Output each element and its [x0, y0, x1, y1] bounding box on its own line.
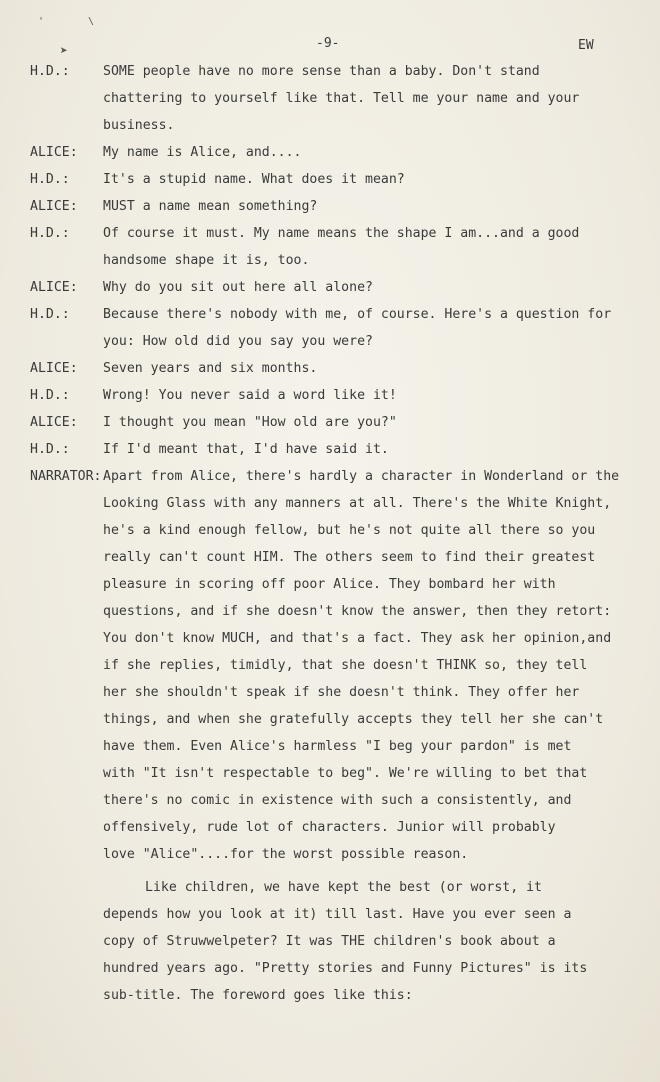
speaker-label: ALICE:: [30, 145, 78, 160]
arrow-icon: ➤: [60, 44, 68, 59]
script-line: [30, 359, 640, 386]
script-line: [30, 224, 640, 251]
script-line: [30, 548, 640, 575]
dialogue-text: handsome shape it is, too.: [103, 253, 310, 268]
dialogue-text: It's a stupid name. What does it mean?: [103, 172, 405, 187]
dialogue-text: Because there's nobody with me, of course. Here's a question for: [103, 307, 612, 322]
paragraph-line: [30, 959, 640, 986]
script-line: [30, 278, 640, 305]
paragraph-line: [30, 932, 640, 959]
script-line: [30, 386, 640, 413]
script-line: [30, 413, 640, 440]
dialogue-text: he's a kind enough fellow, but he's not quite all there so you: [103, 523, 596, 538]
script-line: [30, 197, 640, 224]
dialogue-text: love "Alice"....for the worst possible reason.: [103, 847, 469, 862]
script-line: [30, 683, 640, 710]
script-line: [30, 791, 640, 818]
script-line: [30, 251, 640, 278]
script-line: [30, 818, 640, 845]
script-line: [30, 521, 640, 548]
script-line: [30, 764, 640, 791]
dialogue-text: You don't know MUCH, and that's a fact. They ask her opinion,and: [103, 631, 612, 646]
speaker-label: H.D.:: [30, 307, 70, 322]
dialogue-text: Of course it must. My name means the shape I am...and a good: [103, 226, 580, 241]
dialogue-text: If I'd meant that, I'd have said it.: [103, 442, 389, 457]
script-line: [30, 494, 640, 521]
stray-mark: \: [88, 16, 95, 27]
dialogue-text: SOME people have no more sense than a baby. Don't stand: [103, 64, 540, 79]
speaker-label: H.D.:: [30, 442, 70, 457]
speaker-label: H.D.:: [30, 64, 70, 79]
dialogue-text: chattering to yourself like that. Tell me your name and your: [103, 91, 580, 106]
dialogue-text: MUST a name mean something?: [103, 199, 318, 214]
dialogue-text: Wrong! You never said a word like it!: [103, 388, 397, 403]
script-line: [30, 89, 640, 116]
dialogue-text: with "It isn't respectable to beg". We're willing to bet that: [103, 766, 588, 781]
script-line: [30, 305, 640, 332]
script-line: [30, 440, 640, 467]
paragraph-line: [30, 905, 640, 932]
script-line: [30, 710, 640, 737]
script-line: [30, 116, 640, 143]
dialogue-text: Apart from Alice, there's hardly a character in Wonderland or the: [103, 469, 620, 484]
script-line: [30, 737, 640, 764]
dialogue-text: business.: [103, 118, 175, 133]
script-body: [30, 62, 640, 1013]
dialogue-text: there's no comic in existence with such a consistently, and: [103, 793, 572, 808]
script-line: [30, 575, 640, 602]
dialogue-text: Seven years and six months.: [103, 361, 318, 376]
dialogue-text: offensively, rude lot of characters. Junior will probably: [103, 820, 556, 835]
dialogue-text: My name is Alice, and....: [103, 145, 302, 160]
dialogue-text: have them. Even Alice's harmless "I beg your pardon" is met: [103, 739, 572, 754]
paragraph-line: [30, 878, 640, 905]
page-number: -9-: [316, 36, 340, 51]
paragraph-text: copy of Struwwelpeter? It was THE children's book about a: [103, 934, 556, 949]
script-line: [30, 143, 640, 170]
dialogue-text: you: How old did you say you were?: [103, 334, 373, 349]
script-line: [30, 602, 640, 629]
speaker-label: ALICE:: [30, 415, 78, 430]
dialogue-text: if she replies, timidly, that she doesn't THINK so, they tell: [103, 658, 588, 673]
speaker-label: NARRATOR:: [30, 469, 102, 484]
speaker-label: H.D.:: [30, 226, 70, 241]
speaker-label: ALICE:: [30, 199, 78, 214]
dialogue-text: pleasure in scoring off poor Alice. They bombard her with: [103, 577, 556, 592]
speaker-label: ALICE:: [30, 361, 78, 376]
speaker-label: H.D.:: [30, 172, 70, 187]
paragraph-text: sub-title. The foreword goes like this:: [103, 988, 413, 1003]
paragraph-text: depends how you look at it) till last. Have you ever seen a: [103, 907, 572, 922]
script-line: [30, 845, 640, 872]
script-line: [30, 629, 640, 656]
speaker-label: ALICE:: [30, 280, 78, 295]
dialogue-text: really can't count HIM. The others seem to find their greatest: [103, 550, 596, 565]
script-line: [30, 467, 640, 494]
page-initials: EW: [578, 38, 594, 53]
paragraph-text: Like children, we have kept the best (or worst, it: [145, 880, 542, 895]
dialogue-text: Why do you sit out here all alone?: [103, 280, 373, 295]
script-line: [30, 62, 640, 89]
dialogue-text: Looking Glass with any manners at all. There's the White Knight,: [103, 496, 612, 511]
speaker-label: H.D.:: [30, 388, 70, 403]
dialogue-text: things, and when she gratefully accepts they tell her she can't: [103, 712, 604, 727]
script-line: [30, 170, 640, 197]
dialogue-text: I thought you mean "How old are you?": [103, 415, 397, 430]
dialogue-text: questions, and if she doesn't know the answer, then they retort:: [103, 604, 612, 619]
paragraph-line: [30, 986, 640, 1013]
stray-mark: ': [38, 16, 45, 27]
paragraph-text: hundred years ago. "Pretty stories and Funny Pictures" is its: [103, 961, 588, 976]
script-line: [30, 332, 640, 359]
script-line: [30, 656, 640, 683]
dialogue-text: her she shouldn't speak if she doesn't think. They offer her: [103, 685, 580, 700]
